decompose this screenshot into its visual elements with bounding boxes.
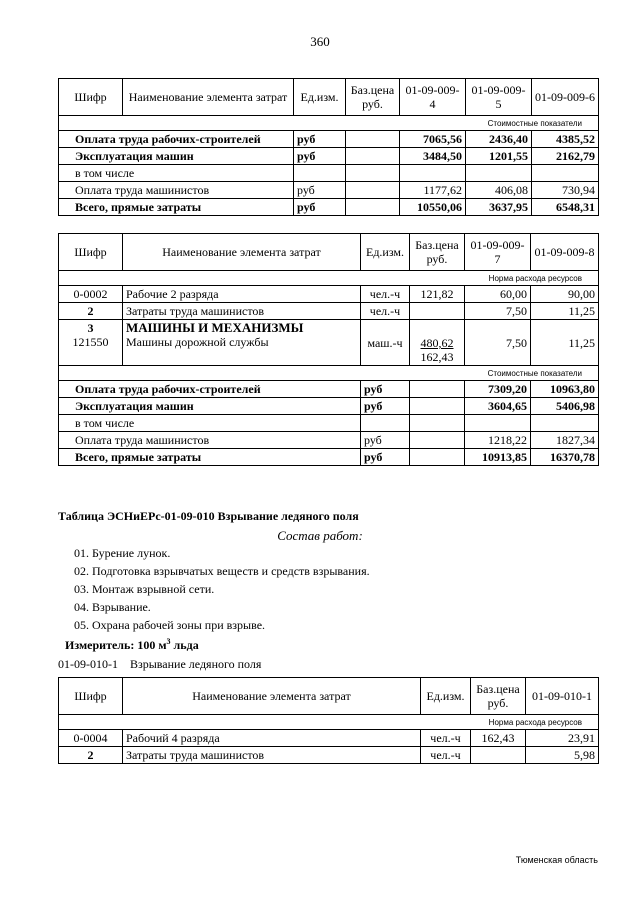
resource-table-010-1 [58, 677, 599, 764]
section-label: Норма расхода ресурсов [59, 715, 599, 730]
row-name: Затраты труда машинистов [123, 303, 361, 320]
work-step: 02. Подготовка взрывчатых веществ и средств взрывания. [74, 564, 370, 578]
col-header-code-1: 01-09-009-4 [400, 79, 466, 116]
table-row [59, 730, 599, 747]
table-row [59, 165, 599, 182]
table-row [59, 199, 599, 216]
section-subtitle: Состав работ: [277, 528, 363, 543]
row-value: 6548,31 [532, 199, 599, 216]
row-value: 4385,52 [532, 131, 599, 148]
table-row [59, 398, 599, 415]
row-value: 3604,65 [465, 398, 531, 415]
table-row [59, 449, 599, 466]
work-step: 01. Бурение лунок. [74, 546, 171, 560]
col-header-code: Шифр [59, 234, 123, 271]
col-header-code-1: 01-09-009-7 [465, 234, 531, 271]
col-header-code: Шифр [59, 678, 123, 715]
col-header-unit: Ед.изм. [361, 234, 410, 271]
table-row [59, 131, 599, 148]
row-name: Эксплуатация машин [59, 148, 294, 165]
row-value: 406,08 [466, 182, 532, 199]
row-value: 3637,95 [466, 199, 532, 216]
section-label: Стоимостные показатели [59, 366, 599, 381]
row-value: 3484,50 [400, 148, 466, 165]
table-row [59, 432, 599, 449]
row-unit: руб [294, 199, 346, 216]
row-value: 1177,62 [400, 182, 466, 199]
row-name: Всего, прямые затраты [59, 199, 294, 216]
table-header-row [59, 678, 599, 715]
machine-name: Машины дорожной службы [126, 335, 269, 349]
section-label: Стоимостные показатели [59, 116, 599, 131]
row-code: 0-0004 [59, 730, 123, 747]
row-name: Всего, прямые затраты [59, 449, 361, 466]
row-unit: руб [361, 398, 410, 415]
row-value: 1201,55 [466, 148, 532, 165]
table-row [59, 747, 599, 764]
machine-price-top: 480,62 [420, 336, 454, 350]
row-name: Рабочие 2 разряда [123, 286, 361, 303]
table-header-row [59, 79, 599, 116]
row-value: 7065,56 [400, 131, 466, 148]
table-row [59, 415, 599, 432]
page-number: 360 [310, 34, 330, 49]
row-unit: чел.-ч [361, 303, 410, 320]
row-price: 162,43 [471, 730, 526, 747]
norm-code-line: 01-09-010-1 Взрывание ледяного поля [58, 657, 262, 671]
col-header-price: Баз.цена руб. [410, 234, 465, 271]
cost-table-009-4-6 [58, 78, 599, 216]
section-label: Норма расхода ресурсов [59, 271, 599, 286]
col-header-name: Наименование элемента затрат [123, 678, 421, 715]
row-value: 11,25 [531, 303, 599, 320]
row-value: 5406,98 [531, 398, 599, 415]
work-step: 03. Монтаж взрывной сети. [74, 582, 215, 596]
row-name: в том числе [59, 415, 361, 432]
footer-region: Тюменская область [515, 855, 598, 865]
row-price: 121,82 [410, 286, 465, 303]
row-name [123, 320, 361, 366]
row-name: Рабочий 4 разряда [123, 730, 421, 747]
row-name: в том числе [59, 165, 294, 182]
group-row [59, 320, 599, 366]
row-unit: руб [361, 432, 410, 449]
col-header-price: Баз.цена руб. [346, 79, 400, 116]
row-value: 5,98 [526, 747, 599, 764]
row-price [410, 320, 465, 366]
row-code: 0-0002 [59, 286, 123, 303]
row-value: 7309,20 [465, 381, 531, 398]
row-value: 10963,80 [531, 381, 599, 398]
row-unit: маш.-ч [361, 320, 410, 366]
row-name: Оплата труда рабочих-строителей [59, 131, 294, 148]
machine-price-bottom: 162,43 [420, 350, 454, 364]
measure-prefix: Измеритель: 100 м [65, 638, 167, 652]
table-row [59, 286, 599, 303]
table-header-row [59, 234, 599, 271]
table-row [59, 182, 599, 199]
row-value: 11,25 [531, 320, 599, 366]
col-header-price: Баз.цена руб. [471, 678, 526, 715]
row-unit: чел.-ч [421, 730, 471, 747]
row-value: 60,00 [465, 286, 531, 303]
row-name: Оплата труда рабочих-строителей [59, 381, 361, 398]
table-row [59, 303, 599, 320]
col-header-code-2: 01-09-009-5 [466, 79, 532, 116]
row-name: Оплата труда машинистов [59, 182, 294, 199]
row-value: 10550,06 [400, 199, 466, 216]
row-value: 2162,79 [532, 148, 599, 165]
col-header-code: Шифр [59, 79, 123, 116]
group-code: 3 [87, 321, 94, 335]
col-header-unit: Ед.изм. [421, 678, 471, 715]
measure-unit [65, 637, 199, 653]
row-name: Эксплуатация машин [59, 398, 361, 415]
row-value: 7,50 [465, 320, 531, 366]
row-value: 10913,85 [465, 449, 531, 466]
col-header-code-1: 01-09-010-1 [526, 678, 599, 715]
col-header-code-2: 01-09-009-8 [531, 234, 599, 271]
row-value: 23,91 [526, 730, 599, 747]
row-unit: руб [294, 131, 346, 148]
row-value: 16370,78 [531, 449, 599, 466]
row-code: 2 [59, 747, 123, 764]
resource-table-009-7-8 [58, 233, 599, 466]
row-value: 1827,34 [531, 432, 599, 449]
row-code: 2 [59, 303, 123, 320]
col-header-name: Наименование элемента затрат [123, 79, 294, 116]
measure-suffix: льда [170, 638, 199, 652]
row-unit: чел.-ч [421, 747, 471, 764]
row-unit: руб [361, 449, 410, 466]
row-unit: руб [361, 381, 410, 398]
measure-sup: 3 [166, 637, 171, 646]
section-title: Таблица ЭСНиЕРс-01-09-010 Взрывание ледяного поля [58, 509, 359, 523]
row-unit: чел.-ч [361, 286, 410, 303]
work-step: 05. Охрана рабочей зоны при взрыве. [74, 618, 266, 632]
machine-code: 121550 [72, 335, 109, 349]
group-name: МАШИНЫ И МЕХАНИЗМЫ [126, 320, 304, 335]
row-value: 90,00 [531, 286, 599, 303]
row-value: 7,50 [465, 303, 531, 320]
row-value: 2436,40 [466, 131, 532, 148]
table-row [59, 148, 599, 165]
work-step: 04. Взрывание. [74, 600, 151, 614]
row-name: Оплата труда машинистов [59, 432, 361, 449]
table-row [59, 381, 599, 398]
row-unit: руб [294, 182, 346, 199]
row-unit: руб [294, 148, 346, 165]
row-value: 730,94 [532, 182, 599, 199]
col-header-unit: Ед.изм. [294, 79, 346, 116]
col-header-code-3: 01-09-009-6 [532, 79, 599, 116]
col-header-name: Наименование элемента затрат [123, 234, 361, 271]
row-value: 1218,22 [465, 432, 531, 449]
row-code [59, 320, 123, 366]
row-name: Затраты труда машинистов [123, 747, 421, 764]
